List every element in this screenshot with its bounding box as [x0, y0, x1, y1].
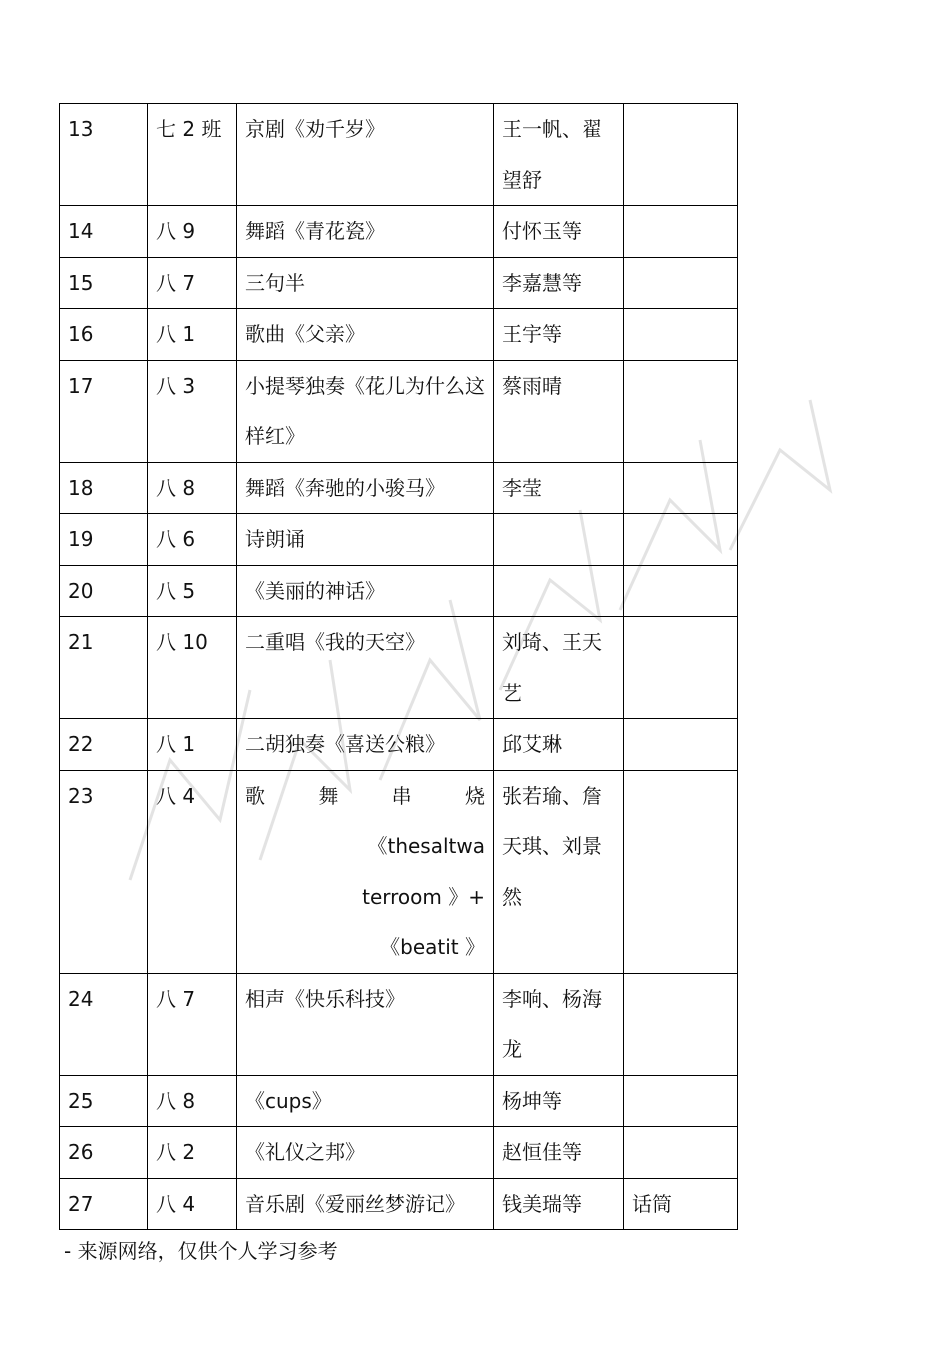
- table-row: [60, 565, 738, 617]
- note-cell: [624, 104, 738, 206]
- program-table: [59, 103, 738, 1230]
- class-cell: 八 5: [148, 565, 237, 617]
- row-number: 25: [60, 1075, 148, 1127]
- program-line: terroom 》+: [362, 884, 485, 909]
- performer-cell: 刘琦、王天艺: [494, 617, 624, 719]
- program-cell: 舞蹈《青花瓷》: [237, 206, 494, 258]
- program-cell: 二重唱《我的天空》: [237, 617, 494, 719]
- table-row: [60, 104, 738, 206]
- program-line: 《beatit 》: [380, 935, 485, 959]
- performer-cell: 杨坤等: [494, 1075, 624, 1127]
- note-cell: [624, 973, 738, 1075]
- note-cell: [624, 309, 738, 361]
- row-number: 26: [60, 1127, 148, 1179]
- note-cell: [624, 565, 738, 617]
- program-cell: 京剧《劝千岁》: [237, 104, 494, 206]
- program-cell: 《礼仪之邦》: [237, 1127, 494, 1179]
- class-cell: 八 10: [148, 617, 237, 719]
- class-cell: 八 6: [148, 514, 237, 566]
- row-number: 22: [60, 719, 148, 771]
- program-cell: 三句半: [237, 257, 494, 309]
- class-cell: 八 1: [148, 719, 237, 771]
- performer-cell: 钱美瑞等: [494, 1178, 624, 1230]
- program-cell: 相声《快乐科技》: [237, 973, 494, 1075]
- table-row: [60, 360, 738, 462]
- note-cell: 话筒: [624, 1178, 738, 1230]
- table-row: [60, 257, 738, 309]
- row-number: 17: [60, 360, 148, 462]
- table-row: [60, 514, 738, 566]
- class-cell: 八 1: [148, 309, 237, 361]
- row-number: 27: [60, 1178, 148, 1230]
- performer-cell: 王一帆、翟望舒: [494, 104, 624, 206]
- table-row: [60, 719, 738, 771]
- note-cell: [624, 1075, 738, 1127]
- class-cell: 八 7: [148, 973, 237, 1075]
- row-number: 21: [60, 617, 148, 719]
- program-cell: 小提琴独奏《花儿为什么这样红》: [237, 360, 494, 462]
- class-cell: 八 2: [148, 1127, 237, 1179]
- class-cell: 八 8: [148, 462, 237, 514]
- performer-cell: 张若瑜、詹天琪、刘景然: [494, 770, 624, 973]
- program-cell: 《cups》: [237, 1075, 494, 1127]
- table-row: [60, 770, 738, 973]
- table-row: [60, 1178, 738, 1230]
- row-number: 15: [60, 257, 148, 309]
- row-number: 16: [60, 309, 148, 361]
- performer-cell: 付怀玉等: [494, 206, 624, 258]
- performer-cell: [494, 565, 624, 617]
- note-cell: [624, 257, 738, 309]
- note-cell: [624, 770, 738, 973]
- table-row: [60, 309, 738, 361]
- table-row: [60, 1127, 738, 1179]
- program-cell: 音乐剧《爱丽丝梦游记》: [237, 1178, 494, 1230]
- performer-cell: [494, 514, 624, 566]
- note-cell: [624, 719, 738, 771]
- program-cell: 歌曲《父亲》: [237, 309, 494, 361]
- program-line: 歌舞串烧: [245, 783, 485, 808]
- row-number: 20: [60, 565, 148, 617]
- table-row: [60, 206, 738, 258]
- row-number: 24: [60, 973, 148, 1075]
- footer-note: - 来源网络，仅供个人学习参考: [64, 1239, 338, 1263]
- row-number: 19: [60, 514, 148, 566]
- performer-cell: 赵恒佳等: [494, 1127, 624, 1179]
- note-cell: [624, 360, 738, 462]
- class-cell: 八 7: [148, 257, 237, 309]
- class-cell: 八 4: [148, 770, 237, 973]
- class-cell: 八 8: [148, 1075, 237, 1127]
- note-cell: [624, 617, 738, 719]
- row-number: 18: [60, 462, 148, 514]
- row-number: 14: [60, 206, 148, 258]
- table-row: [60, 617, 738, 719]
- class-cell: 八 4: [148, 1178, 237, 1230]
- performer-cell: 蔡雨晴: [494, 360, 624, 462]
- performer-cell: 王宇等: [494, 309, 624, 361]
- program-cell: 二胡独奏《喜送公粮》: [237, 719, 494, 771]
- performer-cell: 李嘉慧等: [494, 257, 624, 309]
- class-cell: 七 2 班: [148, 104, 237, 206]
- row-number: 23: [60, 770, 148, 973]
- program-cell: [237, 770, 494, 973]
- program-line: 《thesaltwa: [367, 834, 485, 858]
- performer-cell: 邱艾琳: [494, 719, 624, 771]
- row-number: 13: [60, 104, 148, 206]
- program-cell: 诗朗诵: [237, 514, 494, 566]
- table-row: [60, 462, 738, 514]
- note-cell: [624, 514, 738, 566]
- performer-cell: 李莹: [494, 462, 624, 514]
- class-cell: 八 3: [148, 360, 237, 462]
- table-row: [60, 1075, 738, 1127]
- note-cell: [624, 462, 738, 514]
- program-cell: 《美丽的神话》: [237, 565, 494, 617]
- class-cell: 八 9: [148, 206, 237, 258]
- table-row: [60, 973, 738, 1075]
- performer-cell: 李响、杨海龙: [494, 973, 624, 1075]
- program-cell: 舞蹈《奔驰的小骏马》: [237, 462, 494, 514]
- note-cell: [624, 1127, 738, 1179]
- note-cell: [624, 206, 738, 258]
